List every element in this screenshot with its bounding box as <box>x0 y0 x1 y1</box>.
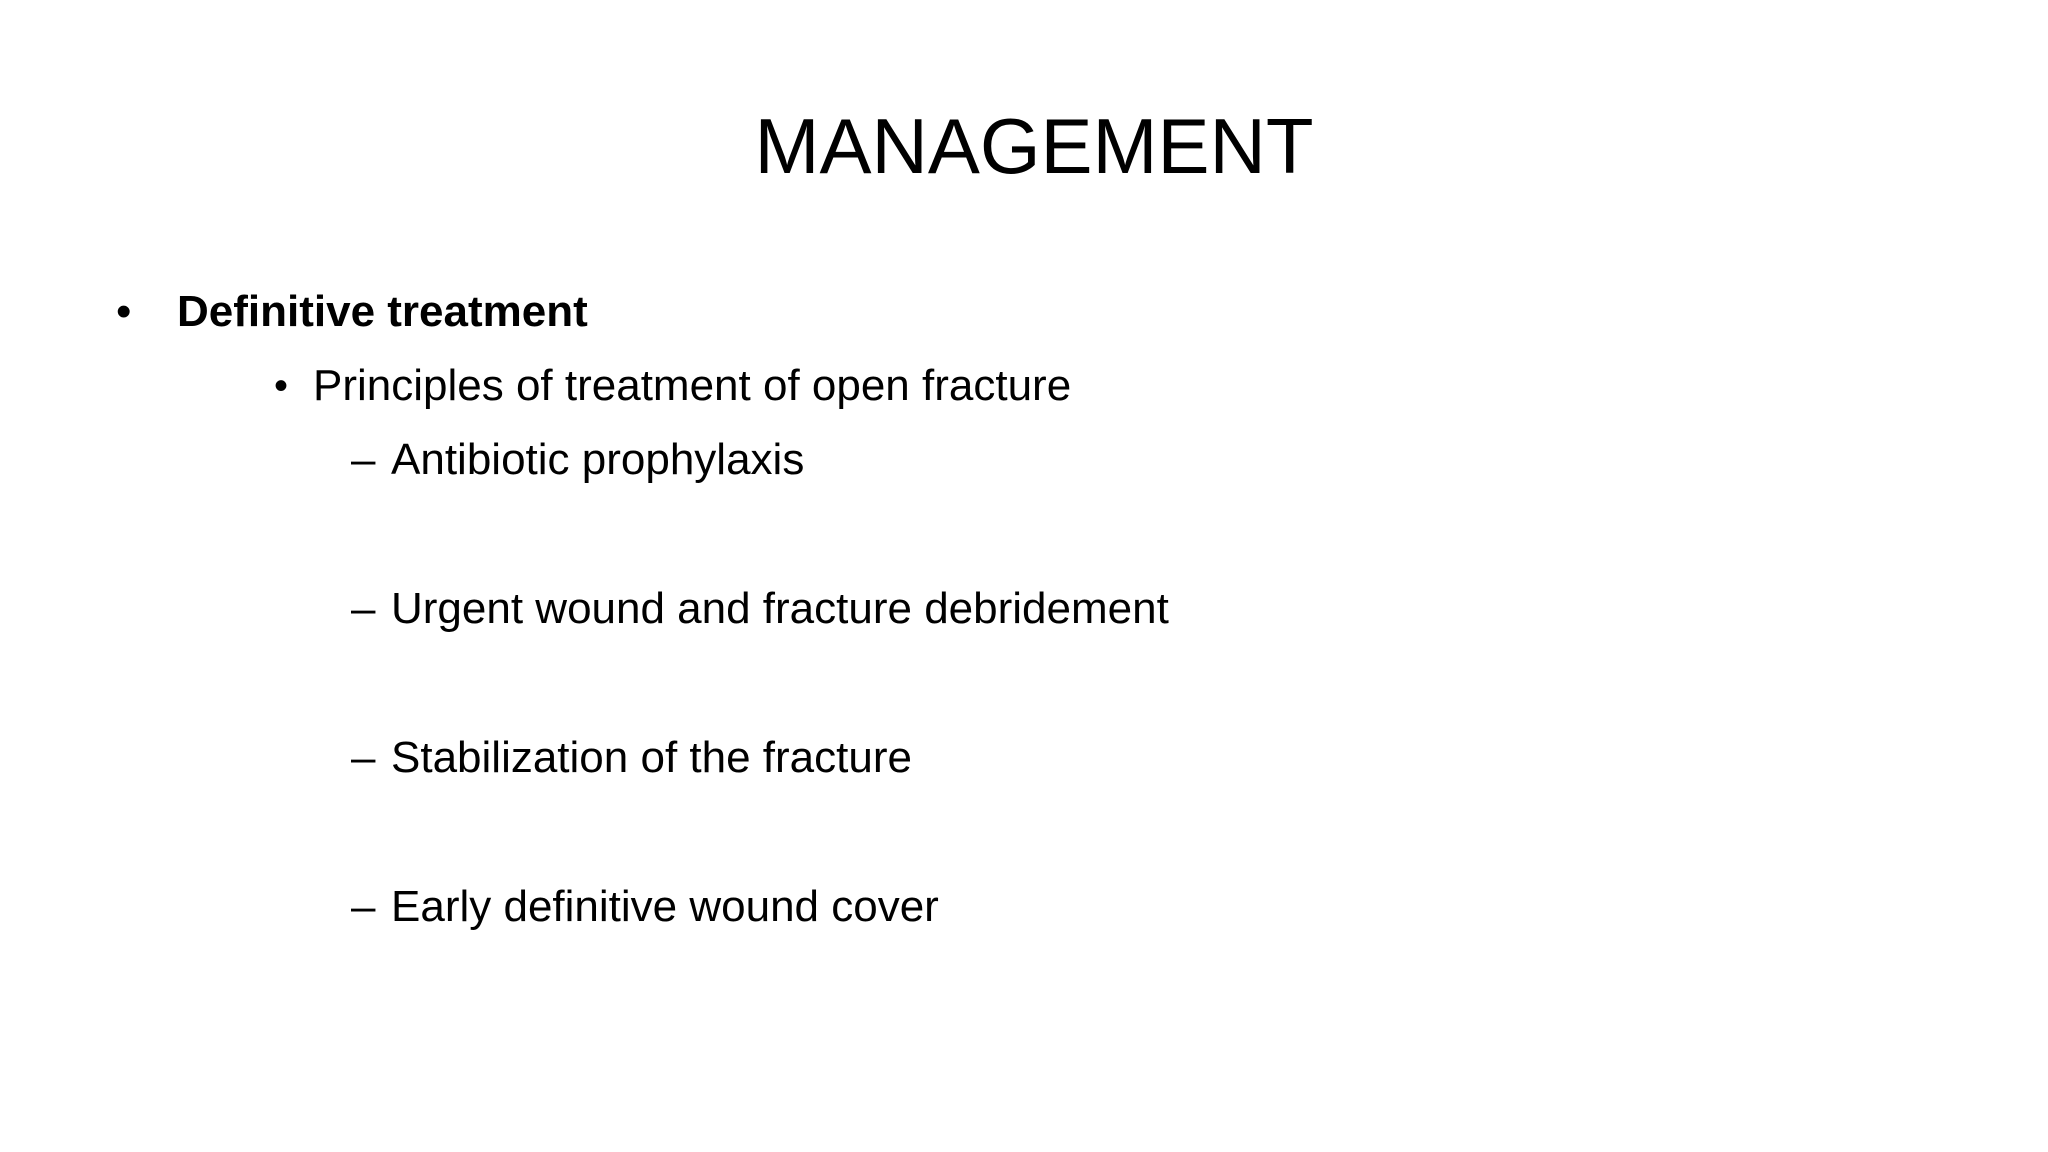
bullet-text: Early definitive wound cover <box>391 882 939 931</box>
dash-marker: – <box>351 584 376 633</box>
bullet-text: Principles of treatment of open fracture <box>313 361 1072 410</box>
bullet-marker: • <box>116 287 132 336</box>
bullet-text: Definitive treatment <box>177 287 588 336</box>
bullet-text: Antibiotic prophylaxis <box>391 435 805 484</box>
slide-title: MANAGEMENT <box>754 102 1314 190</box>
dash-marker: – <box>351 733 376 782</box>
bullet-marker: • <box>274 364 289 408</box>
bullet-text: Stabilization of the fracture <box>391 733 912 782</box>
bullet-text: Urgent wound and fracture debridement <box>391 584 1169 633</box>
dash-marker: – <box>351 882 376 931</box>
dash-marker: – <box>351 435 376 484</box>
